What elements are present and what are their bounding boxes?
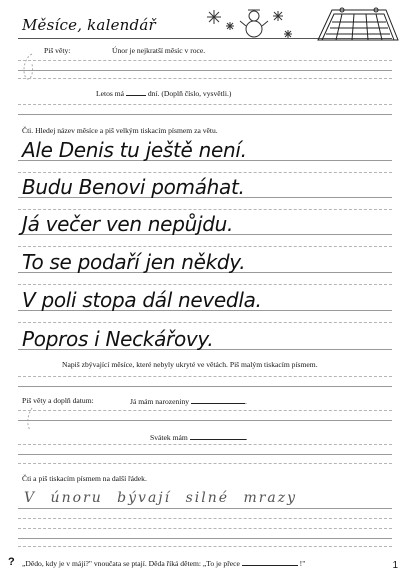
- nameday-label: Svátek mám: [150, 433, 188, 442]
- birthday-blank[interactable]: [191, 396, 245, 404]
- writing-line: [18, 376, 392, 377]
- snowflake-icon: [273, 11, 283, 21]
- sentence-5: V poli stopa dál nevedla.: [22, 288, 262, 312]
- task1-sentence: Únor je nejkratší měsíc v roce.: [112, 46, 206, 55]
- writing-line: [18, 322, 392, 323]
- sentence-1: Ale Denis tu ještě není.: [22, 138, 247, 162]
- winter-decoration-icon: [204, 6, 294, 40]
- cursive-j-trace-icon: [18, 404, 40, 434]
- footer-end: !": [299, 559, 306, 568]
- page-title: Měsíce, kalendář: [22, 16, 156, 34]
- writing-line: [18, 528, 392, 529]
- nameday-blank[interactable]: [190, 432, 246, 440]
- writing-line: [18, 538, 392, 539]
- writing-line: [18, 508, 392, 509]
- writing-line: [18, 114, 392, 115]
- snowflake-icon: [207, 10, 221, 24]
- snowflake-icon: [226, 22, 234, 30]
- writing-line: [18, 172, 392, 173]
- writing-line: [18, 454, 392, 455]
- sentence-3: Já večer ven nepůjdu.: [22, 212, 234, 236]
- writing-line: [18, 444, 392, 445]
- writing-line: [18, 463, 392, 464]
- writing-line: [18, 246, 392, 247]
- task1-label: Piš věty:: [44, 46, 71, 55]
- writing-line: [18, 78, 392, 79]
- writing-line: [18, 209, 392, 210]
- sentence-4: To se podaří jen někdy.: [22, 250, 246, 274]
- writing-line: [18, 386, 392, 387]
- writing-line: [18, 104, 392, 105]
- task4-instruction: Čti a piš tiskacím písmem na další řádek.: [22, 474, 147, 483]
- page-number: 1: [392, 560, 398, 571]
- letos-prefix: Letos má: [96, 89, 125, 98]
- writing-line: [18, 546, 392, 547]
- snowman-icon: [240, 10, 268, 37]
- footer-blank[interactable]: [242, 558, 298, 566]
- snowflake-icon: [284, 30, 292, 38]
- writing-line: [18, 410, 392, 411]
- task2-after-instruction: Napiš zbývající měsíce, které nebyly ukryté ve větách. Piš malým tiskacím písmem.: [62, 360, 318, 369]
- cursive-sentence: V únoru bývají silné mrazy: [24, 490, 298, 506]
- letos-line: [96, 88, 231, 98]
- calendar-icon: [312, 4, 402, 44]
- sentence-6: Popros i Neckářovy.: [22, 327, 214, 351]
- writing-line: [18, 60, 392, 61]
- nameday-line: Svátek mám .: [150, 433, 248, 442]
- writing-line: [18, 70, 392, 71]
- sentence-2: Budu Benovi pomáhat.: [22, 175, 245, 199]
- days-blank[interactable]: [126, 88, 146, 96]
- footer-text: „Dědo, kdy je v máji?" vnoučata se ptají. Děda říká dětem: „To je přece: [22, 559, 240, 568]
- letos-suffix: dní. (Doplň číslo, vysvětli.): [147, 89, 232, 98]
- task2-instruction: Čti. Hledej název měsíce a piš velkým tiskacím písmem za větu.: [22, 126, 218, 135]
- writing-line: [18, 518, 392, 519]
- writing-line: [18, 284, 392, 285]
- writing-line: [18, 420, 392, 421]
- birthday-label: Já mám narozeniny: [130, 397, 190, 406]
- footer-line: [22, 558, 305, 568]
- task3-label: Piš věty a doplň datum:: [22, 396, 94, 405]
- question-mark-icon: ?: [8, 556, 15, 568]
- birthday-line: Já mám narozeniny .: [130, 397, 247, 406]
